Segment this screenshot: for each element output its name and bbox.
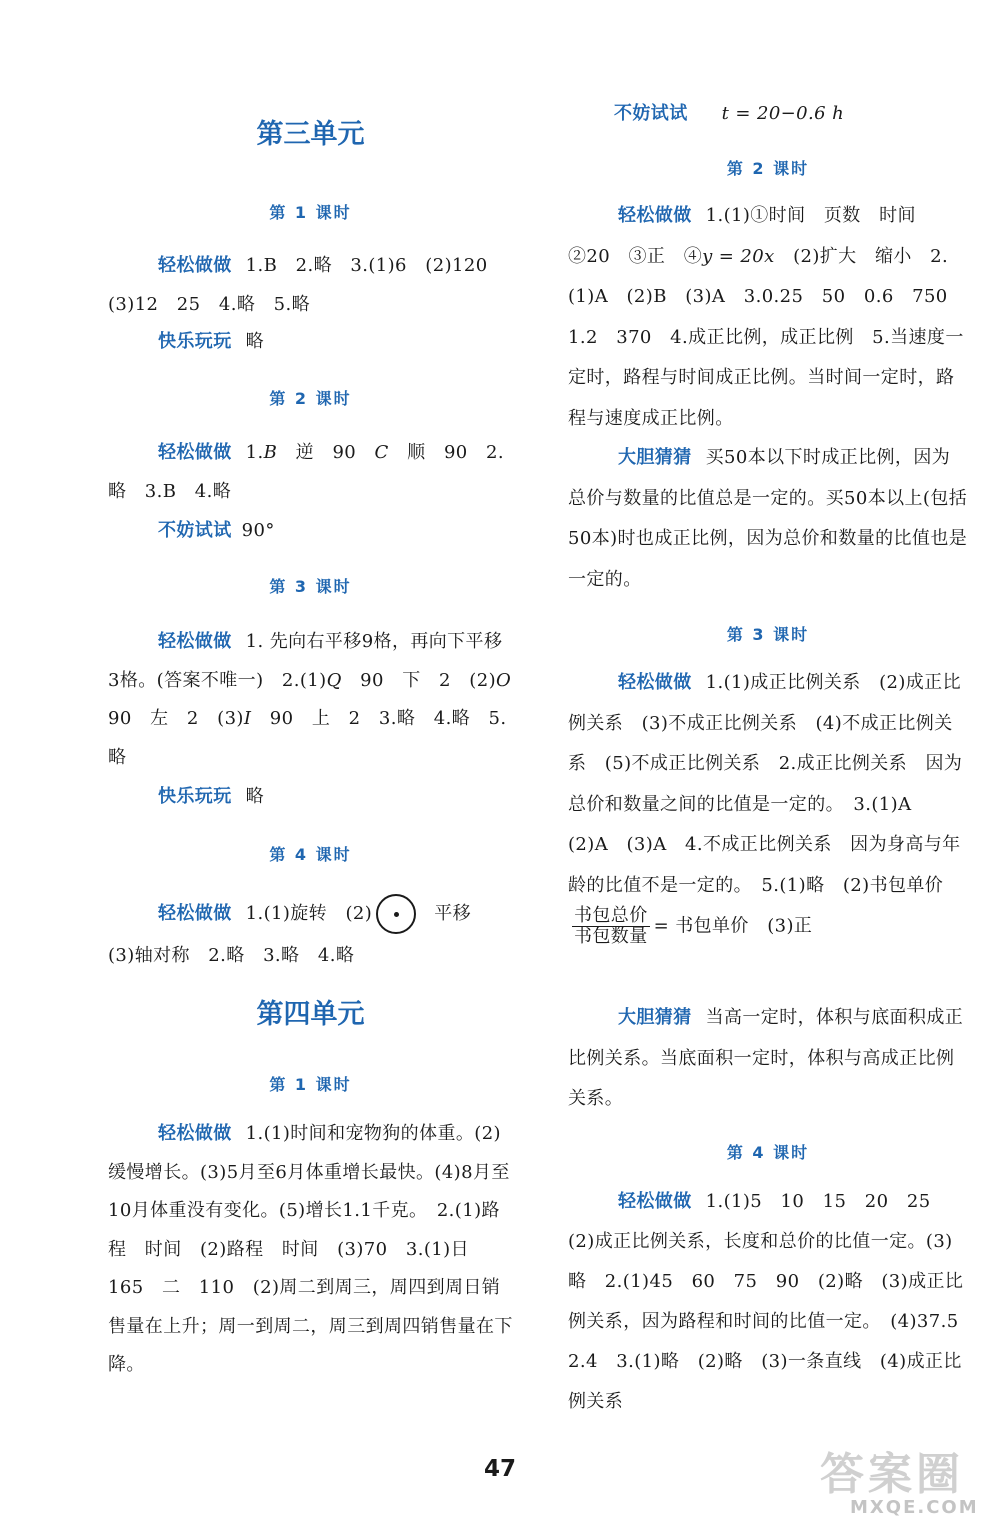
answer-text: (2)扩大 缩小 2.(1)A (2)B (3)A 3.0.25 50 0.6 750 1.2 370 4.成正比例，成正比例 5.当速度一定时，路程与时间成正比例。当时间一定时，路程与速度成正比例。 [568, 245, 967, 429]
unit-3-lesson-1-easy [108, 247, 513, 324]
answer-text: 略 [245, 331, 265, 352]
try-label: 不妨试试 [614, 103, 688, 124]
unit-4-lesson-4-title: 第 4 课时 [726, 1143, 810, 1162]
answer-text: 略 [245, 786, 265, 807]
math-i: I [243, 708, 252, 729]
easy-label: 轻松做做 [158, 1123, 232, 1144]
formula: t = 20−0.6 h [721, 103, 845, 124]
guess-label: 大胆猜猜 [618, 447, 692, 468]
answer-text: 1. [245, 442, 264, 463]
unit-4-try [568, 94, 968, 135]
try-label: 不妨试试 [158, 520, 232, 541]
unit-3-lesson-1-title: 第 1 课时 [269, 203, 352, 222]
fraction-numerator: 书包总价 [574, 905, 648, 926]
circle-with-center-dot-icon [376, 894, 416, 934]
answer-text: = 书包单价 (3)正 [653, 915, 813, 937]
answer-text: 90 左 2 (3) [108, 708, 244, 729]
answer-text: 顺 90 2.略 3.B 4.略 [108, 442, 505, 502]
answer-text: 1.(1)旋转 (2) [245, 903, 373, 924]
unit-3-lesson-4-easy [108, 893, 513, 977]
answer-text: 90° [241, 520, 275, 541]
unit-3-lesson-2-easy [108, 434, 513, 511]
page-number: 47 [483, 1456, 516, 1482]
unit-3-lesson-3-easy [108, 623, 513, 777]
unit-3-lesson-2-try [108, 512, 513, 551]
math-b: B [263, 442, 278, 463]
watermark-url: MXQE.COM [850, 1497, 979, 1518]
answer-text: 1.(1)时间和宠物狗的体重。(2)缓慢增长。(3)5月至6月体重增长最快。(4)8月至10月体重没有变化。(5)增长1.1千克。 2.(1)路程 时间 (2)路程 时间 (3)70 3.(1)日 165 二 110 (2)周二到周三，周四到周日销售量在上升；周一到周二，周三到周四销售量在下降。 [108, 1123, 513, 1375]
answer-text: 1.(1)5 10 15 20 25 (2)成正比例关系，长度和总价的比值一定。(3)略 2.(1)45 60 75 90 (2)略 (3)成正比例关系，因为路程和时间的比值一定。 (4)37.5 2.4 3.(1)略 (2)略 (3)一条直线 (4)成正比例关系 [568, 1191, 977, 1412]
unit-4-lesson-1-title: 第 1 课时 [269, 1075, 352, 1094]
easy-label: 轻松做做 [158, 442, 232, 463]
unit-4-lesson-2-guess [568, 438, 968, 600]
answer-text: 90 下 2 (2) [360, 669, 497, 691]
unit-4-lesson-3-guess [568, 998, 968, 1120]
unit-4-lesson-2-easy [568, 196, 968, 439]
easy-label: 轻松做做 [158, 631, 232, 652]
answer-text: 逆 90 [295, 442, 375, 463]
answer-text: 1.(1)①时间 页数 时间 ②20 ③正 ④ [568, 205, 935, 267]
fun-label: 快乐玩玩 [158, 331, 232, 352]
easy-label: 轻松做做 [618, 672, 692, 693]
answer-text: 平移 (3)轴对称 2.略 3.略 4.略 [108, 903, 490, 966]
math-c: C [374, 442, 389, 463]
guess-label: 大胆猜猜 [618, 1007, 692, 1028]
answer-text: 当高一定时，体积与底面积成正比例关系。当底面积一定时，体积与高成正比例关系。 [568, 1007, 964, 1109]
unit-4-lesson-3-easy [568, 663, 968, 947]
easy-label: 轻松做做 [618, 1191, 692, 1212]
unit-4-lesson-2-title: 第 2 课时 [726, 159, 810, 178]
watermark-logo [820, 1449, 990, 1524]
answer-text: 90 上 2 3.略 4.略 5.略 [108, 708, 507, 768]
easy-label: 轻松做做 [618, 205, 692, 226]
answer-text: 1. 先向右平移9格，再向下平移3格。(答案不唯一) 2.(1) [108, 631, 503, 691]
math-o: O [496, 669, 512, 691]
unit-3-title: 第三单元 [256, 119, 365, 150]
answer-text: 1.(1)成正比例关系 (2)成正比例关系 (3)不成正比例关系 (4)不成正比例关系 (5)不成正比例关系 2.成正比例关系 因为总价和数量之间的比值是一定的。 3.(1)A (2)A (3)A 4.不成正比例关系 因为身高与年龄的比值不是一定的。 5.(1)略 (2)书包单价 [568, 672, 963, 896]
watermark-text: 答案圈 [820, 1449, 964, 1500]
fraction [572, 906, 650, 947]
fun-label: 快乐玩玩 [158, 786, 232, 807]
easy-label: 轻松做做 [158, 255, 232, 276]
unit-3-lesson-2-title: 第 2 课时 [269, 389, 352, 408]
answer-text: 买50本以下时成正比例，因为总价与数量的比值总是一定的。买50本以上(包括50本)时也成正比例，因为总价和数量的比值也是一定的。 [568, 447, 968, 590]
unit-3-lesson-3-title: 第 3 课时 [269, 577, 352, 596]
unit-4-title: 第四单元 [256, 999, 365, 1030]
formula: y = 20x [702, 245, 775, 267]
answer-text: 1.B 2.略 3.(1)6 (2)120 (3)12 25 4.略 5.略 [108, 255, 506, 315]
unit-4-lesson-4-easy [568, 1182, 977, 1422]
math-q: Q [326, 669, 342, 691]
easy-label: 轻松做做 [158, 903, 232, 924]
unit-4-lesson-1-easy [108, 1115, 513, 1385]
unit-3-lesson-4-title: 第 4 课时 [269, 845, 352, 864]
unit-3-lesson-3-fun [108, 778, 513, 817]
fraction-denominator: 书包数量 [574, 926, 648, 947]
unit-3-lesson-1-fun [108, 323, 513, 362]
unit-4-lesson-3-title: 第 3 课时 [726, 625, 810, 644]
